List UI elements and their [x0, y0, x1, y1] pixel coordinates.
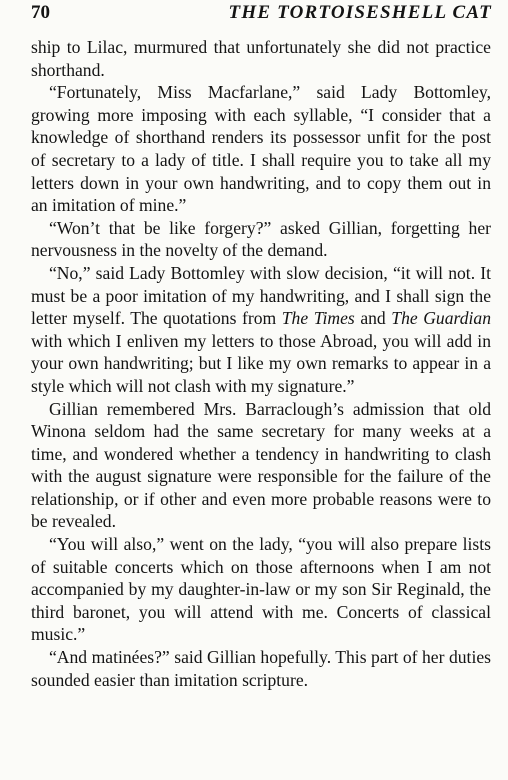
running-title: THE TORTOISESHELL CAT: [228, 2, 492, 23]
paragraph-text: with which I enliven my letters to those Abroad, you will add in your own handwriting; but I like my own remarks to appear in a style which will not clash with my signature.”: [31, 330, 491, 396]
newspaper-title: The Times: [281, 308, 355, 329]
paragraph: “Fortunately, Miss Macfarlane,” said Lady Bottomley, growing more imposing with each syllable, “I consider that a knowledge of shorthand renders its possessor unfit for the post of secretary to a lady of title. I shall require you to take all my letters down in your own handwriting, and to copy them out in an imitation of mine.”: [31, 82, 491, 216]
paragraph: “And matinées?” said Gillian hopefully. This part of her duties sounded easier than imitation scripture.: [31, 647, 491, 690]
paragraph-text: “No,” said Lady Bottomley with slow decision, “it will not. It must be a poor imitation of my handwriting, and I shall sign the letter myself. The quotations from: [31, 262, 491, 329]
paragraph-text: and: [354, 308, 392, 329]
paragraph: Gillian remembered Mrs. Barraclough’s admission that old Winona seldom had the same secretary for many weeks at a time, and wondered whether a tendency in handwriting to clash with the august signature were responsible for the failure of the relationship, or if other and even more probable reasons were to be revealed.: [31, 398, 491, 532]
body-text: [31, 36, 491, 691]
paragraph: [31, 262, 491, 398]
paragraph: “Won’t that be like forgery?” asked Gillian, forgetting her nervousness in the novelty of the demand.: [31, 217, 491, 261]
paragraph: “You will also,” went on the lady, “you will also prepare lists of suitable concerts which on those afternoons when I am not accompanied by my daughter-in-law or my son Sir Reginald, the third baronet, you will attend with me. Concerts of classical music.”: [31, 534, 491, 645]
page-number: 70: [31, 2, 50, 23]
newspaper-title: The Guardian: [391, 308, 491, 329]
paragraph: ship to Lilac, murmured that unfortunately she did not practice shorthand.: [31, 37, 491, 80]
page-header: [31, 2, 492, 28]
